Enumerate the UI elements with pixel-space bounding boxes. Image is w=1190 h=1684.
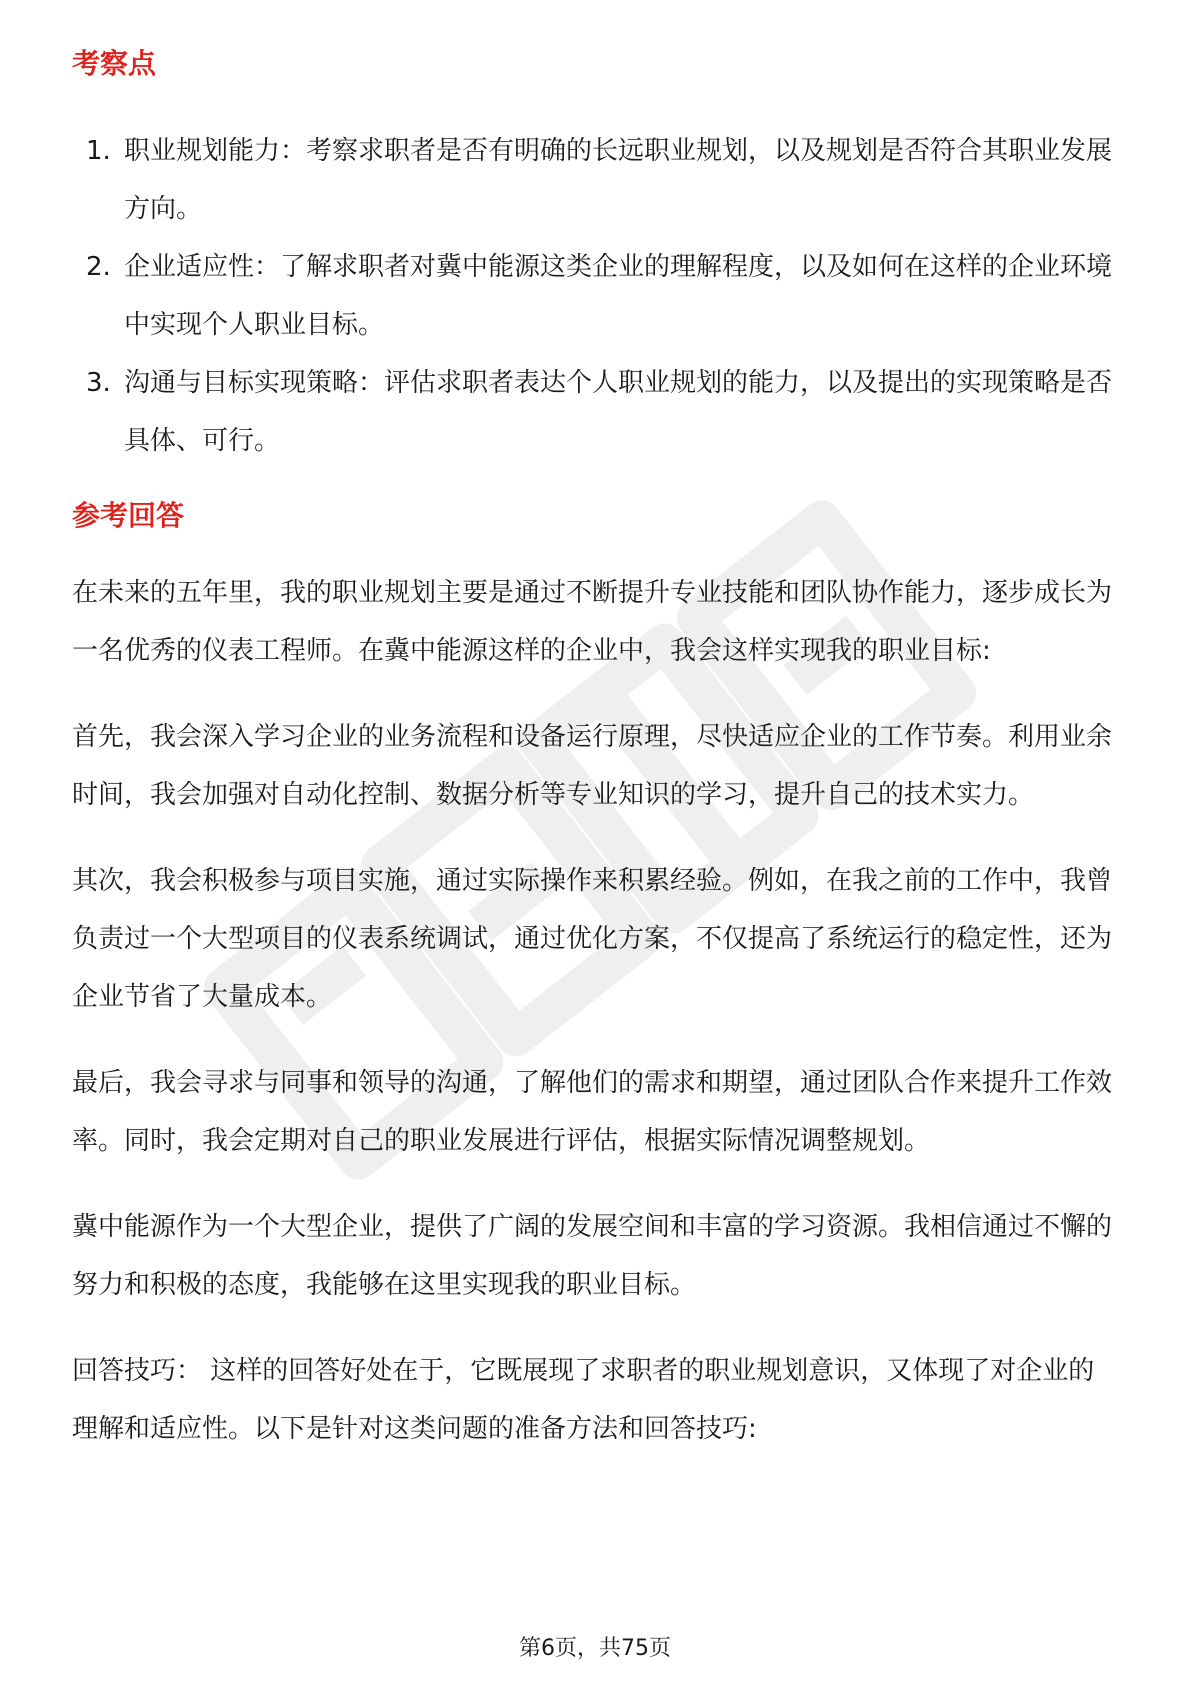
list-item-number: 1. <box>86 136 111 166</box>
list-item-number: 2. <box>86 252 111 282</box>
list-item-text: 职业规划能力：考察求职者是否有明确的长远职业规划，以及规划是否符合其职业发展方向。 <box>124 136 1113 224</box>
answer-paragraph: 其次，我会积极参与项目实施，通过实际操作来积累经验。例如，在我之前的工作中，我曾负责过一个大型项目的仪表系统调试，通过优化方案，不仅提高了系统运行的稳定性，还为企业节省了大量成本。 <box>72 866 1113 1012</box>
answer-tips-paragraph: 回答技巧： 这样的回答好处在于，它既展现了求职者的职业规划意识，又体现了对企业的理解和适应性。以下是针对这类问题的准备方法和回答技巧: <box>72 1356 1095 1444</box>
list-item <box>72 354 1120 470</box>
answer-paragraph: 在未来的五年里，我的职业规划主要是通过不断提升专业技能和团队协作能力，逐步成长为一名优秀的仪表工程师。在冀中能源这样的企业中，我会这样实现我的职业目标: <box>72 578 1113 666</box>
answer-paragraph: 冀中能源作为一个大型企业，提供了广阔的发展空间和丰富的学习资源。我相信通过不懈的努力和积极的态度，我能够在这里实现我的职业目标。 <box>72 1212 1113 1300</box>
section-heading-reference-answer: 参考回答 <box>72 499 185 532</box>
page-number-footer: 第6页，共75页 <box>519 1636 671 1661</box>
list-item-text: 企业适应性：了解求职者对冀中能源这类企业的理解程度，以及如何在这样的企业环境中实现个人职业目标。 <box>124 252 1113 340</box>
examination-points-list <box>72 122 1120 470</box>
list-item-number: 3. <box>86 368 111 398</box>
list-item-text: 沟通与目标实现策略：评估求职者表达个人职业规划的能力，以及提出的实现策略是否具体、可行。 <box>124 368 1113 456</box>
answer-paragraph: 最后，我会寻求与同事和领导的沟通，了解他们的需求和期望，通过团队合作来提升工作效率。同时，我会定期对自己的职业发展进行评估，根据实际情况调整规划。 <box>72 1068 1113 1156</box>
list-item <box>72 122 1120 238</box>
answer-paragraph: 首先，我会深入学习企业的业务流程和设备运行原理，尽快适应企业的工作节奏。利用业余时间，我会加强对自动化控制、数据分析等专业知识的学习，提升自己的技术实力。 <box>72 722 1113 810</box>
section-heading-examination-points: 考察点 <box>72 47 157 80</box>
document-content <box>72 44 1120 1486</box>
list-item <box>72 238 1120 354</box>
